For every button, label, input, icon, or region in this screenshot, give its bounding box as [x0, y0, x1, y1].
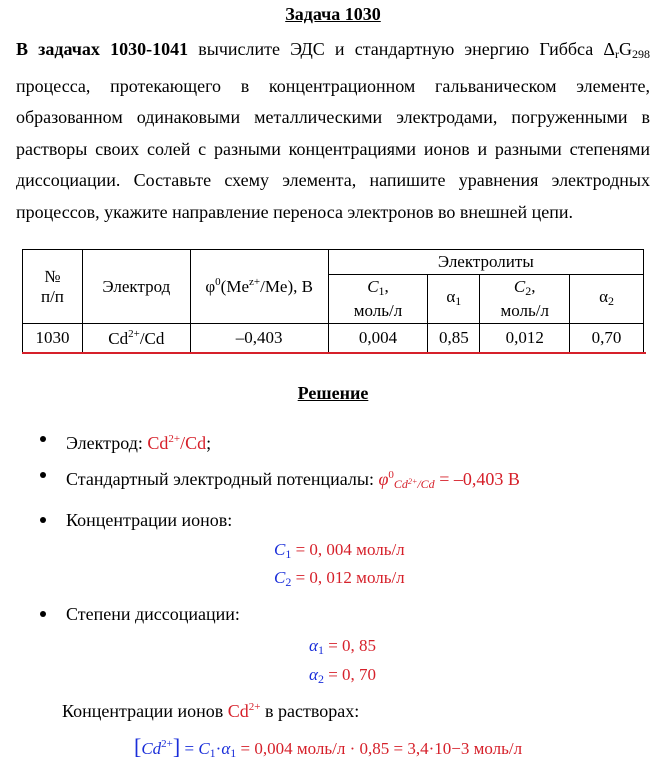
cell-electrode: $Cd^{2+}/Cd$ — [82, 324, 190, 353]
task-bold-range: В задачах 1030-1041 — [16, 39, 189, 59]
potential-label: Стандартный электродный потенциалы: — [66, 469, 379, 489]
electrode-value: $Cd^{2+}/Cd$ — [147, 433, 207, 453]
bullet-dot — [40, 472, 46, 478]
task-title: Задача 1030 — [285, 4, 381, 24]
ion-conc-line — [62, 701, 359, 722]
col-potential-header: $\varphi^0(Me^{z+}/Me)$, B — [190, 250, 328, 324]
potential-symbol: $\varphi^0_{Cd^{2+}/Cd}$ — [378, 469, 435, 491]
diss-label: Степени диссоциации: — [66, 604, 240, 624]
task-text-rest: процесса, протекающего в концентрационном гальваническом элементе, образованном одинаковыми металлическими электродами, погруженными в растворы своих солей с разными концентрациями ионов и разными степенями диссоциации. Составьте схему элемента, напишите уравнения электродных процессов, укажите направление переноса электронов во внешней цепи. — [16, 75, 650, 222]
bullet-dot — [40, 517, 46, 523]
task-text: вычислите ЭДС и стандартную энергию Гиббса Δ — [188, 39, 615, 59]
cell-a1: 0,85 — [428, 324, 480, 353]
gibbs-symbol: G — [618, 39, 632, 59]
bullet-text — [66, 464, 520, 495]
cell-a2: 0,70 — [570, 324, 644, 353]
col-electrode-header: Электрод — [82, 250, 190, 324]
data-table — [22, 249, 644, 353]
ion-conc-label: Концентрации ионов — [62, 701, 228, 721]
gibbs-subscript: 298 — [631, 47, 650, 61]
col-number-header: № п/п — [23, 250, 83, 324]
col-electrolytes-header: Электролиты — [328, 250, 643, 275]
bottom-formula-value: = 0,004 моль/л · 0,85 = 3,4·10−3 моль/л — [240, 739, 523, 758]
bullet-dot — [40, 436, 46, 442]
col-a1-header: $\alpha_1$ — [428, 275, 480, 324]
conc-label: Концентрации ионов: — [66, 510, 233, 530]
c1-equation: $C_1 = 0$, 004 моль/л — [274, 540, 405, 561]
bullet-dot — [40, 611, 46, 617]
electrode-label: Электрод: — [66, 433, 148, 453]
col-c1-header: $C_1$, моль/л — [328, 275, 428, 324]
delta-subscript: r — [614, 47, 619, 61]
a2-equation: $\alpha_2 = 0$, 70 — [309, 665, 377, 686]
a1-value: = 0, 85 — [328, 636, 377, 655]
task-statement — [16, 34, 650, 228]
c1-value: = 0, 004 моль/л — [295, 540, 405, 559]
ion-conc-tail: в растворах: — [260, 701, 360, 721]
cell-c1: 0,004 — [328, 324, 428, 353]
solution-title: Решение — [297, 383, 369, 403]
a2-value: = 0, 70 — [328, 665, 377, 684]
ion-conc-ion: $Cd^{2+}$ — [227, 701, 261, 721]
col-c2-header: $C_2$, моль/л — [480, 275, 570, 324]
potential-value: = –0,403 В — [439, 469, 520, 489]
c2-equation: $C_2 = 0$, 012 моль/л — [274, 568, 405, 589]
red-underline — [22, 352, 646, 354]
c2-value: = 0, 012 моль/л — [295, 568, 405, 587]
col-a2-header: $\alpha_2$ — [570, 275, 644, 324]
cell-number: 1030 — [23, 324, 83, 353]
bottom-formula: $[Cd^{2+}] = C_1\cdot\alpha_1 = 0,004$ моль/л · 0,85 = 3,4·10−3 моль/л — [134, 734, 523, 760]
cell-potential: –0,403 — [190, 324, 328, 353]
a1-equation: $\alpha_1 = 0$, 85 — [309, 636, 377, 657]
cell-c2: 0,012 — [480, 324, 570, 353]
bullet-text: Электрод: $Cd^{2+}/Cd$; — [66, 433, 212, 453]
